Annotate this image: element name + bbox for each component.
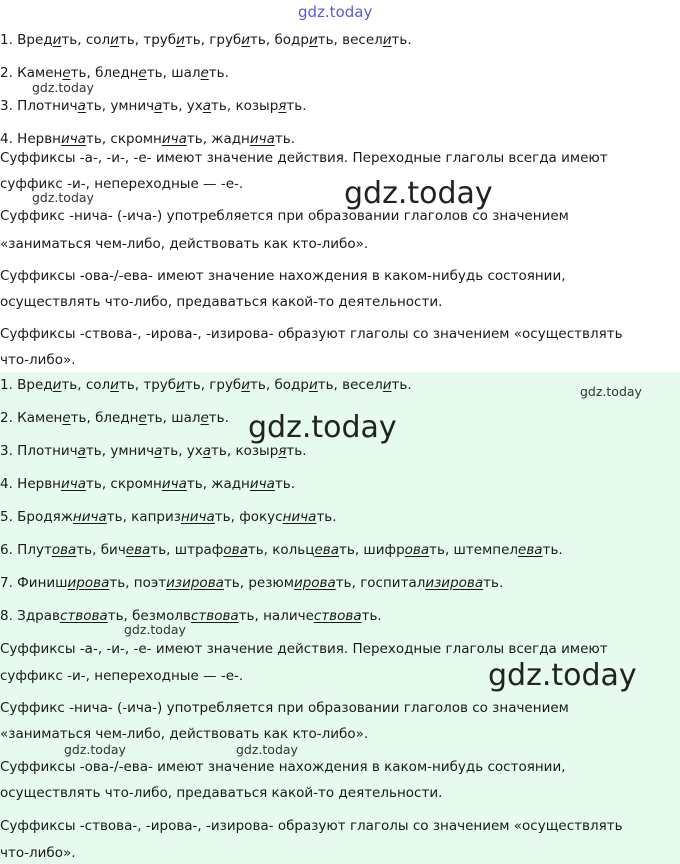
suffix-highlight: е (200, 410, 209, 426)
watermark-small: gdz.today (32, 80, 94, 95)
suffix-highlight: нича (72, 509, 107, 525)
text-line (0, 96, 307, 116)
suffix-highlight: изирова (166, 575, 224, 591)
suffix-highlight: а (202, 443, 212, 459)
text-line (0, 698, 569, 718)
text-segment: ть, скромн (86, 131, 162, 147)
suffix-highlight: и (308, 377, 318, 393)
text-segment: ть, каприз (106, 509, 181, 525)
text-line (0, 724, 368, 744)
text-segment: ть, бледн (70, 65, 139, 81)
watermark-small: gdz.today (580, 384, 642, 399)
text-segment: ть, весел (317, 32, 383, 48)
text-segment: ть, госпитал (335, 575, 426, 591)
text-line (0, 666, 243, 686)
text-line (0, 350, 76, 370)
text-segment: ть, шифр (339, 542, 405, 558)
text-line (0, 292, 442, 312)
watermark-small: gdz.today (64, 742, 126, 757)
text-segment: 3. Плотнич (0, 98, 78, 114)
text-segment: Суффикс -нича- (-ича-) употребляется при образовании глаголов со значением (0, 208, 569, 224)
text-line (0, 573, 503, 593)
text-segment: Суффиксы -ствова-, -ирова-, -изирова- образуют глаголы со значением «осуществлять (0, 818, 623, 834)
text-line (0, 129, 295, 149)
text-segment: 4. Нервн (0, 131, 61, 147)
text-segment: ть. (274, 476, 296, 492)
suffix-highlight: ева (518, 542, 543, 558)
text-segment: ть, жадн (186, 476, 250, 492)
suffix-highlight: ствова (59, 608, 108, 624)
text-segment: Суффиксы -ствова-, -ирова-, -изирова- образуют глаголы со значением «осуществлять (0, 326, 623, 342)
text-segment: Суффиксы -ова-/-ева- имеют значение нахождения в каком-нибудь состоянии, (0, 759, 566, 775)
text-line (0, 783, 442, 803)
suffix-highlight: е (62, 410, 71, 426)
text-segment: ть, умнич (85, 443, 155, 459)
text-line (0, 843, 76, 863)
suffix-highlight: ича (249, 476, 275, 492)
text-segment: ть, козыр (211, 443, 279, 459)
suffix-highlight: и (110, 377, 119, 393)
text-segment: ть, сол (61, 32, 111, 48)
text-segment: ть, бич (76, 542, 126, 558)
suffix-highlight: нича (282, 509, 317, 525)
suffix-highlight: и (382, 32, 392, 48)
text-segment: ть. (361, 608, 382, 624)
text-segment: ть. (542, 542, 563, 558)
text-segment: осуществлять что-либо, предаваться какой-то деятельности. (0, 785, 443, 801)
text-segment: ть, сол (61, 377, 111, 393)
suffix-highlight: и (110, 32, 119, 48)
suffix-highlight: и (382, 377, 392, 393)
suffix-highlight: а (154, 443, 163, 459)
text-segment: ть, груб (184, 377, 242, 393)
text-segment: «заниматься чем-либо, действовать как кто-либо». (0, 726, 369, 742)
text-segment: ть. (391, 32, 412, 48)
suffix-highlight: а (77, 98, 86, 114)
text-segment: ть, штемпел (429, 542, 519, 558)
suffix-highlight: изирова (425, 575, 484, 591)
text-line (0, 266, 566, 286)
text-segment: Суффиксы -ова-/-ева- имеют значение нахождения в каком-нибудь состоянии, (0, 268, 566, 284)
suffix-highlight: ича (161, 476, 187, 492)
text-segment: 4. Нервн (0, 476, 61, 492)
suffix-highlight: и (241, 377, 251, 393)
text-segment: ть, ух (162, 443, 203, 459)
suffix-highlight: ова (223, 542, 248, 558)
text-segment: 1. Вред (0, 32, 53, 48)
text-segment: ть, бледн (70, 410, 139, 426)
suffix-highlight: е (62, 65, 71, 81)
text-segment: ть, ух (162, 98, 203, 114)
watermark-small: gdz.today (236, 742, 298, 757)
suffix-highlight: е (138, 410, 147, 426)
text-segment: ть, жадн (186, 131, 250, 147)
text-segment: Суффикс -нича- (-ича-) употребляется при образовании глаголов со значением (0, 700, 569, 716)
suffix-highlight: е (138, 65, 147, 81)
suffix-highlight: ича (60, 131, 87, 147)
watermark-small: gdz.today (124, 622, 186, 637)
suffix-highlight: и (176, 377, 185, 393)
text-segment: ть, шал (146, 410, 201, 426)
text-line (0, 540, 563, 560)
text-segment: ть, бодр (250, 377, 309, 393)
text-segment: ть, фокус (214, 509, 283, 525)
text-line (0, 375, 412, 395)
text-segment: ть. (316, 509, 337, 525)
text-segment: Суффиксы -а-, -и-, -е- имеют значение действия. Переходные глаголы всегда имеют (0, 641, 608, 657)
suffix-highlight: а (77, 443, 86, 459)
watermark-large: gdz.today (248, 410, 397, 445)
text-segment: суффикс -и-, непереходные — -е-. (0, 176, 244, 192)
text-segment: 2. Камен (0, 410, 63, 426)
text-segment: «заниматься чем-либо, действовать как кто-либо». (0, 236, 369, 252)
text-segment: 6. Плут (0, 542, 52, 558)
text-segment: 8. Здрав (0, 608, 60, 624)
suffix-highlight: ева (125, 542, 151, 558)
suffix-highlight: ирова (67, 575, 110, 591)
text-segment: ть, козыр (211, 98, 279, 114)
text-segment: ть. (391, 377, 412, 393)
watermark-small: gdz.today (32, 190, 94, 205)
suffix-highlight: и (176, 32, 185, 48)
text-segment: ть, труб (118, 377, 177, 393)
suffix-highlight: е (200, 65, 209, 81)
suffix-highlight: и (241, 32, 251, 48)
text-line (0, 639, 608, 659)
text-line (0, 816, 623, 836)
text-segment: ть, безмолв (107, 608, 191, 624)
watermark-large: gdz.today (488, 658, 637, 693)
text-segment: 1. Вред (0, 377, 53, 393)
text-line (0, 507, 337, 527)
text-line (0, 606, 382, 626)
text-segment: ть, штраф (150, 542, 224, 558)
text-segment: ть, резюм (223, 575, 294, 591)
suffix-highlight: ича (60, 476, 87, 492)
text-segment: ть. (208, 65, 229, 81)
text-segment: суффикс -и-, непереходные — -е-. (0, 668, 244, 684)
text-segment: 5. Бродяж (0, 509, 73, 525)
suffix-highlight: я (278, 98, 287, 114)
text-segment: ть. (286, 443, 307, 459)
text-segment: ть, шал (146, 65, 201, 81)
text-segment: ть, труб (118, 32, 177, 48)
text-line (0, 757, 566, 777)
suffix-highlight: и (52, 377, 62, 393)
suffix-highlight: нича (180, 509, 215, 525)
text-segment: ть, наличе (238, 608, 314, 624)
text-segment: ть, кольц (247, 542, 315, 558)
text-segment: ть. (208, 410, 229, 426)
text-line (0, 148, 608, 168)
suffix-highlight: ова (51, 542, 77, 558)
text-segment: что-либо». (0, 845, 76, 861)
suffix-highlight: ича (249, 131, 275, 147)
suffix-highlight: ича (161, 131, 187, 147)
text-segment: ть. (286, 98, 307, 114)
text-segment: ть, весел (317, 377, 383, 393)
text-segment: Суффиксы -а-, -и-, -е- имеют значение действия. Переходные глаголы всегда имеют (0, 150, 608, 166)
text-segment: 2. Камен (0, 65, 63, 81)
text-segment: ть, груб (184, 32, 242, 48)
watermark-top: gdz.today (298, 3, 373, 21)
text-line (0, 408, 229, 428)
text-line (0, 234, 368, 254)
text-segment: ть, бодр (250, 32, 309, 48)
text-segment: осуществлять что-либо, предаваться какой-то деятельности. (0, 294, 443, 310)
text-segment: ть. (483, 575, 504, 591)
text-line (0, 30, 412, 50)
text-segment: ть, поэт (109, 575, 167, 591)
text-segment: ть. (274, 131, 296, 147)
text-segment: 3. Плотнич (0, 443, 78, 459)
text-segment: что-либо». (0, 352, 76, 368)
suffix-highlight: ова (404, 542, 430, 558)
suffix-highlight: ева (314, 542, 339, 558)
text-line (0, 324, 623, 344)
suffix-highlight: ствова (313, 608, 362, 624)
text-segment: ть, скромн (86, 476, 162, 492)
suffix-highlight: и (52, 32, 62, 48)
suffix-highlight: а (202, 98, 212, 114)
text-line (0, 474, 295, 494)
suffix-highlight: ствова (190, 608, 239, 624)
suffix-highlight: я (278, 443, 287, 459)
text-segment: 7. Финиш (0, 575, 68, 591)
text-segment: ть, умнич (85, 98, 155, 114)
suffix-highlight: и (308, 32, 318, 48)
watermark-large: gdz.today (344, 176, 493, 211)
suffix-highlight: а (154, 98, 163, 114)
suffix-highlight: ирова (293, 575, 336, 591)
